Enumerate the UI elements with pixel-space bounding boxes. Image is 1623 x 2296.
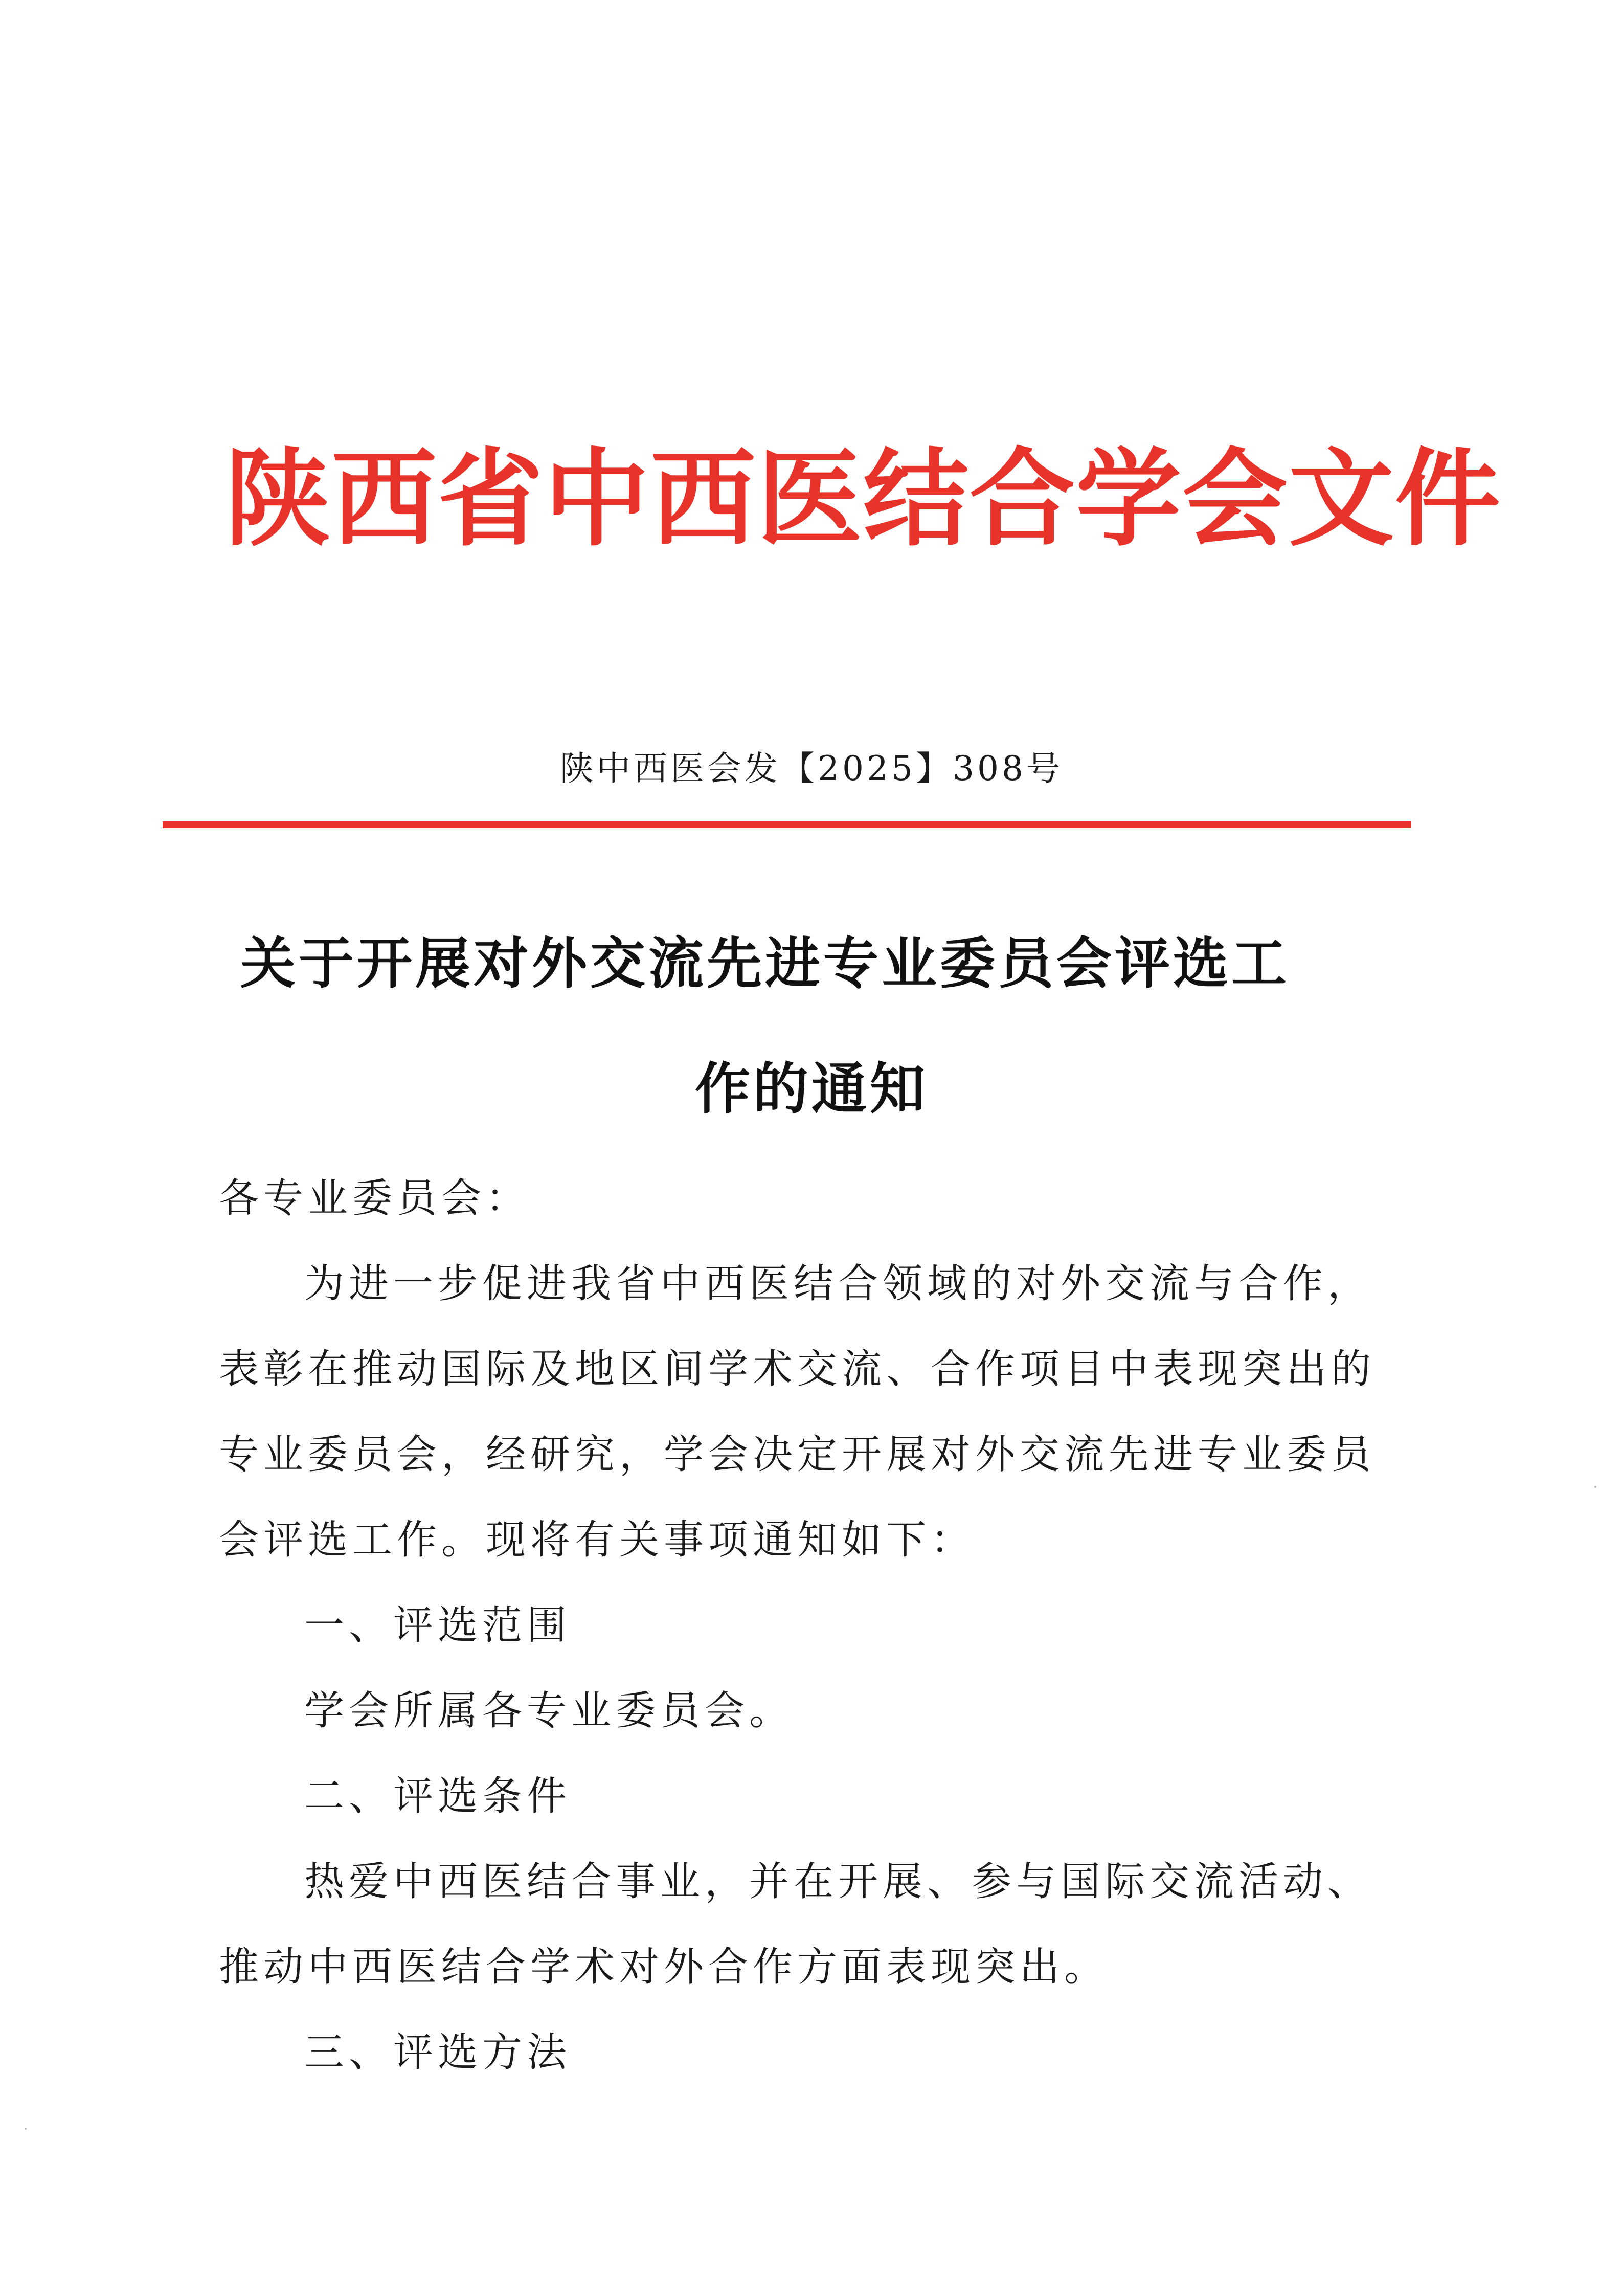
notice-title-line-2: 作的通知 bbox=[694, 1057, 928, 1121]
intro-line: 会评选工作。现将有关事项通知如下： bbox=[219, 1517, 976, 1563]
section-1-text: 学会所属各专业委员会。 bbox=[304, 1688, 794, 1734]
red-divider-rule bbox=[163, 821, 1411, 828]
notice-title-line-1: 关于开展对外交流先进专业委员会评选工 bbox=[240, 932, 1290, 996]
section-2-heading: 二、评选条件 bbox=[304, 1773, 572, 1819]
issuer-masthead: 陕西省中西医结合学会文件 bbox=[225, 437, 1502, 561]
section-1-heading: 一、评选范围 bbox=[304, 1602, 572, 1648]
scan-speck bbox=[25, 2128, 27, 2130]
intro-line: 表彰在推动国际及地区间学术交流、合作项目中表现突出的 bbox=[219, 1346, 1376, 1392]
section-3-heading: 三、评选方法 bbox=[304, 2030, 572, 2076]
document-number: 陕中西医会发【2025】308号 bbox=[560, 749, 1063, 788]
section-2-line: 推动中西医结合学术对外合作方面表现突出。 bbox=[219, 1944, 1109, 1990]
intro-line: 为进一步促进我省中西医结合领域的对外交流与合作， bbox=[304, 1261, 1372, 1307]
section-2-line: 热爱中西医结合事业，并在开展、参与国际交流活动、 bbox=[304, 1859, 1372, 1905]
salutation: 各专业委员会： bbox=[219, 1175, 531, 1221]
scan-speck bbox=[1594, 1486, 1596, 1488]
intro-line: 专业委员会，经研究，学会决定开展对外交流先进专业委员 bbox=[219, 1432, 1376, 1478]
